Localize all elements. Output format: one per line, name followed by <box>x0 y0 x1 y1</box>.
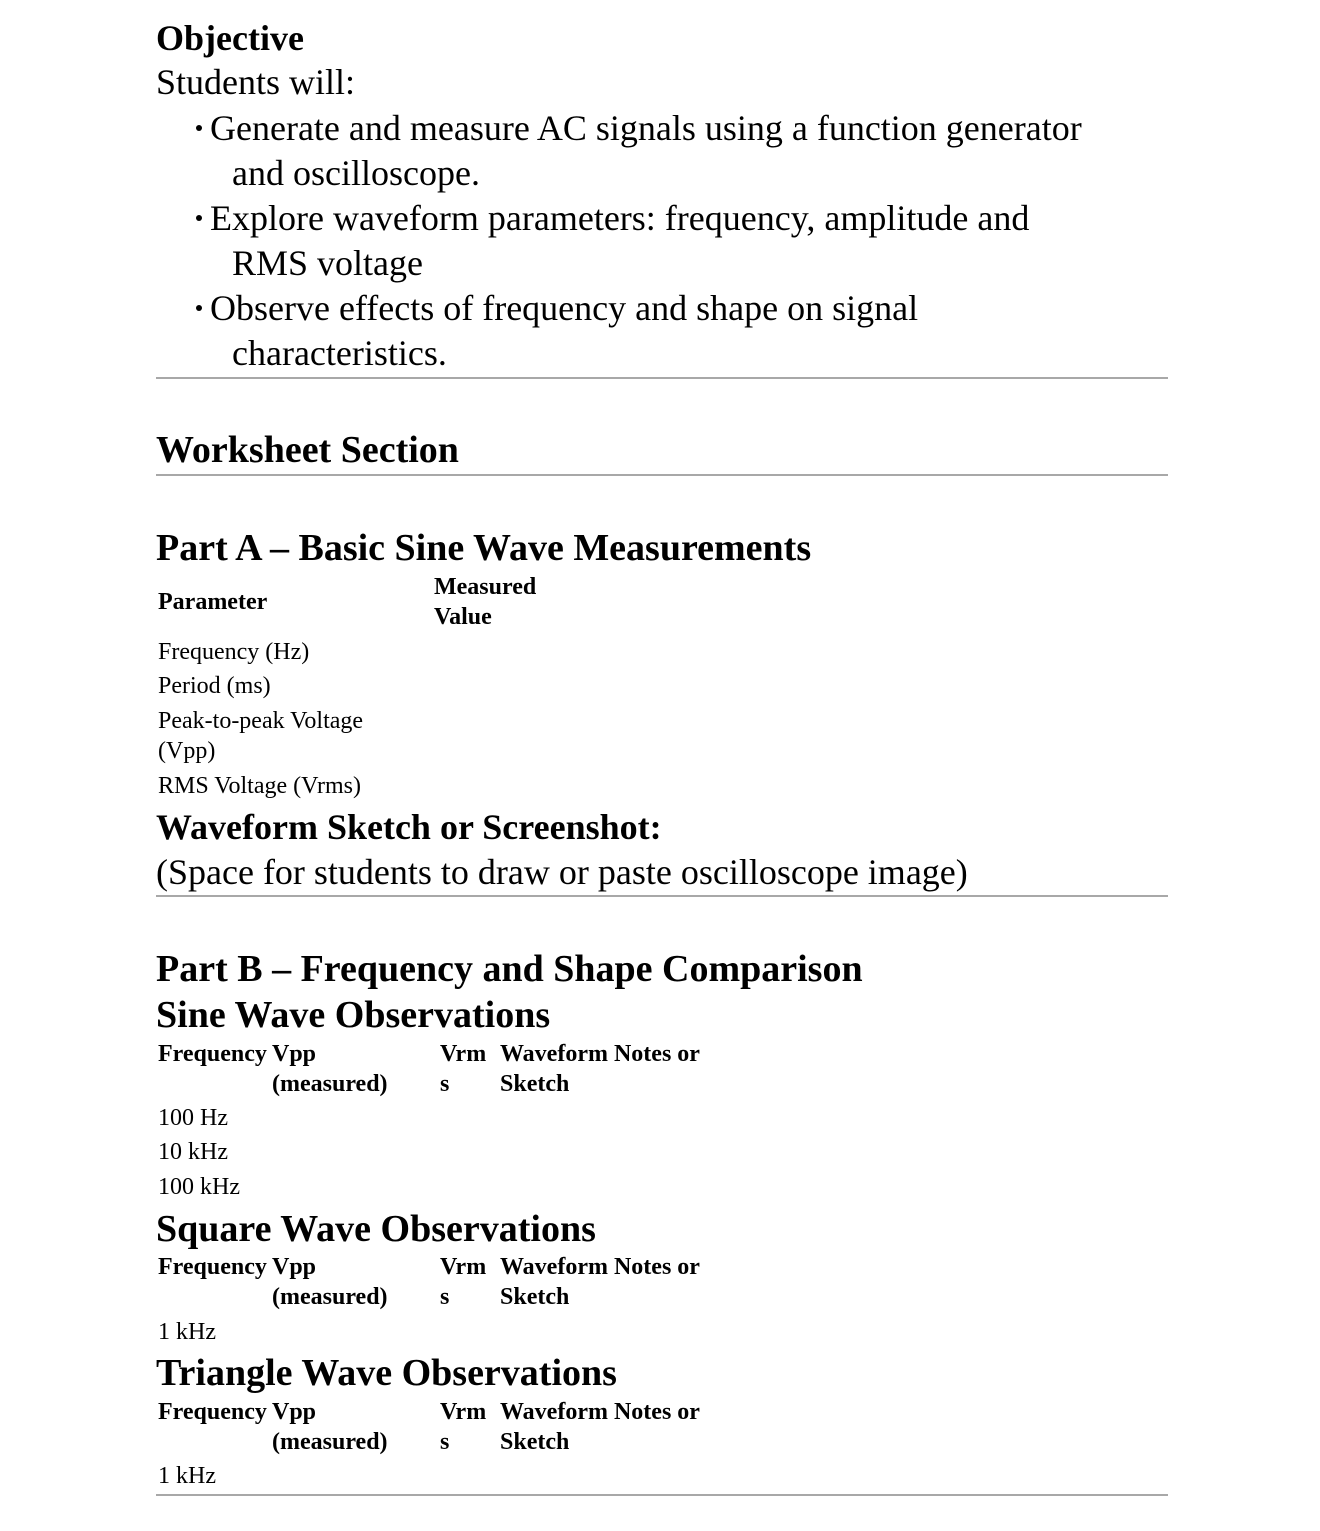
sine-header-vpp: Vpp (measured) <box>272 1041 388 1097</box>
divider <box>156 895 1168 897</box>
table-row: RMS Voltage (Vrms) <box>158 773 362 799</box>
bullet-icon <box>196 215 202 221</box>
triangle-header-notes: Waveform Notes or Sketch <box>500 1399 700 1455</box>
table-row: 1 kHz <box>158 1319 216 1345</box>
table-row: 100 Hz <box>158 1105 228 1131</box>
sketch-note: (Space for students to draw or paste oscilloscope image) <box>156 852 968 892</box>
part-a-heading: Part A – Basic Sine Wave Measurements <box>156 527 812 569</box>
table-row: Frequency (Hz) <box>158 639 310 665</box>
square-header-vpp: Vpp (measured) <box>272 1254 388 1310</box>
table-row: Peak-to-peak Voltage (Vpp) <box>158 708 364 764</box>
square-heading: Square Wave Observations <box>156 1208 596 1250</box>
table-row: 1 kHz <box>158 1463 216 1489</box>
bullet-text-line1: Observe effects of frequency and shape on signal <box>210 288 919 328</box>
square-header-notes: Waveform Notes or Sketch <box>500 1254 700 1310</box>
sine-header-frequency: Frequency <box>158 1041 267 1067</box>
sine-header-notes: Waveform Notes or Sketch <box>500 1041 700 1097</box>
divider <box>156 474 1168 476</box>
part-a-header-measured: Measured Value <box>434 574 537 630</box>
divider <box>156 1494 1168 1496</box>
part-a-header-parameter: Parameter <box>158 589 268 615</box>
sketch-heading: Waveform Sketch or Screenshot: <box>156 807 662 847</box>
bullet-text-line1: Generate and measure AC signals using a function generator <box>210 108 1082 148</box>
bullet-text-line2: and oscilloscope. <box>232 153 480 193</box>
square-header-frequency: Frequency <box>158 1254 267 1280</box>
square-header-vrms: Vrms <box>440 1254 487 1310</box>
part-b-heading: Part B – Frequency and Shape Comparison <box>156 948 863 990</box>
sine-header-vrms: Vrms <box>440 1041 487 1097</box>
triangle-header-frequency: Frequency <box>158 1399 267 1425</box>
triangle-heading: Triangle Wave Observations <box>156 1352 617 1394</box>
sine-heading: Sine Wave Observations <box>156 994 551 1036</box>
triangle-header-vrms: Vrms <box>440 1399 487 1455</box>
objective-intro: Students will: <box>156 62 356 102</box>
table-row: 10 kHz <box>158 1139 228 1165</box>
table-row: 100 kHz <box>158 1174 240 1200</box>
triangle-header-vpp: Vpp (measured) <box>272 1399 388 1455</box>
worksheet-heading: Worksheet Section <box>156 429 459 471</box>
bullet-text-line2: characteristics. <box>232 333 447 373</box>
divider <box>156 377 1168 379</box>
objective-heading: Objective <box>156 18 304 58</box>
table-row: Period (ms) <box>158 673 271 699</box>
bullet-text-line2: RMS voltage <box>232 243 424 283</box>
bullet-icon <box>196 125 202 131</box>
bullet-icon <box>196 305 202 311</box>
bullet-text-line1: Explore waveform parameters: frequency, amplitude and <box>210 198 1030 238</box>
